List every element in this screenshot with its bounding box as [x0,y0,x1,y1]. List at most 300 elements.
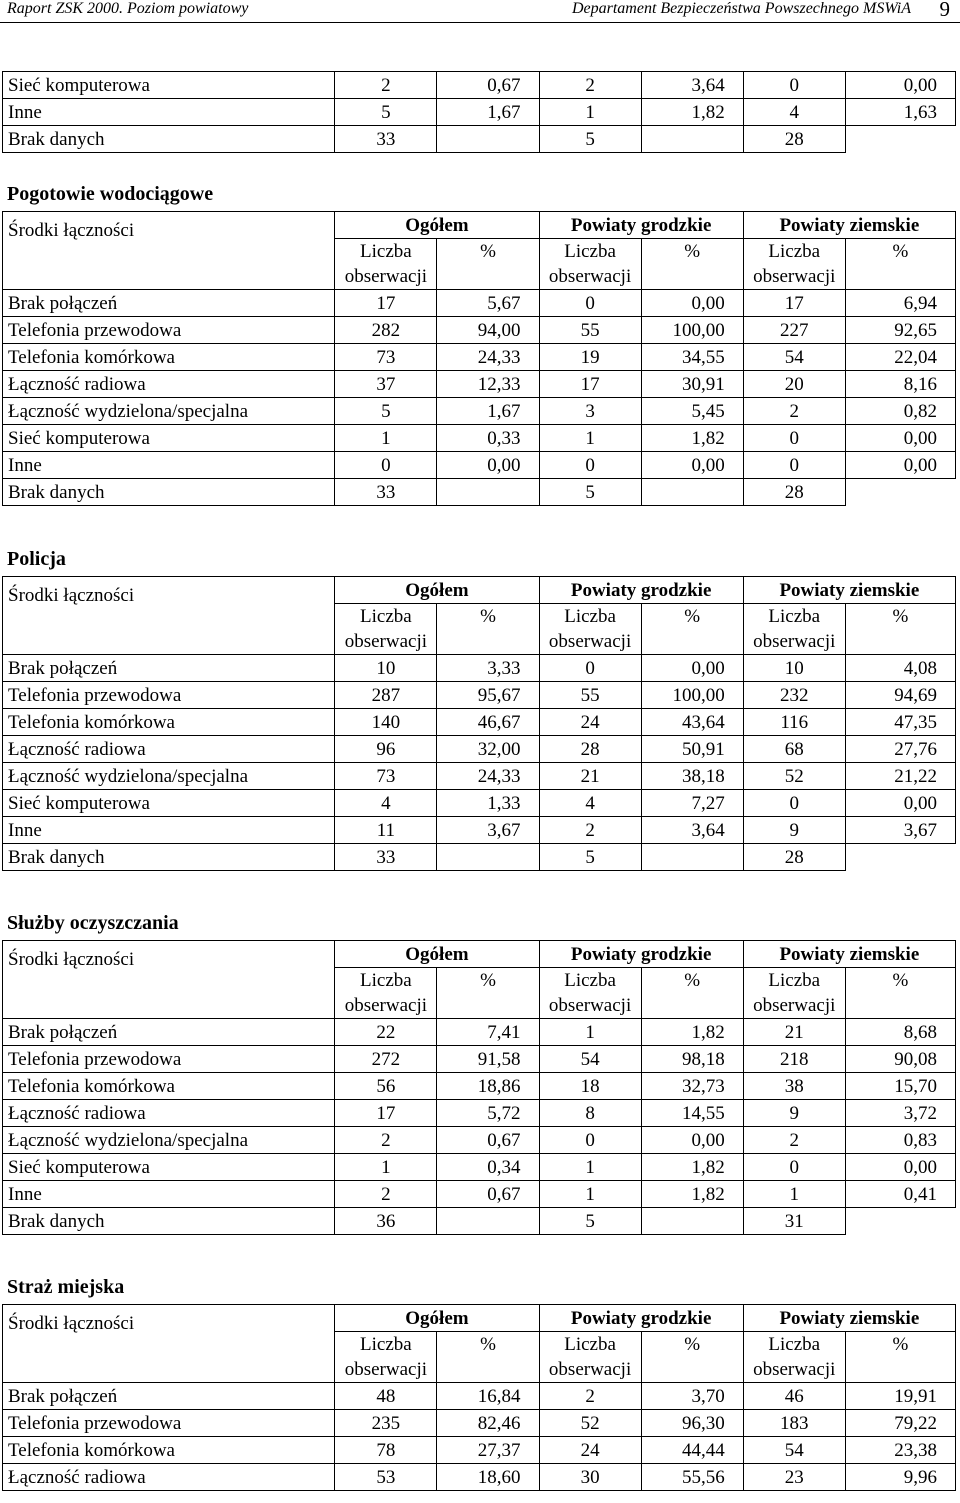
count-cell: 23 [743,1464,845,1491]
column-header-count [743,604,845,655]
count-cell: 5 [539,1208,641,1235]
percent-cell: 55,56 [641,1464,743,1491]
count-header-line1: Liczba [360,241,412,262]
section-table [2,1304,956,1491]
row-label: Telefonia przewodowa [3,1410,335,1437]
table-row [3,452,956,479]
count-cell: 2 [335,72,437,99]
table-row [3,682,956,709]
column-header-count [539,239,641,290]
continued-table [2,71,956,153]
percent-cell: 82,46 [437,1410,539,1437]
row-label: Łączność radiowa [3,736,335,763]
percent-cell: 8,16 [845,371,955,398]
count-cell: 227 [743,317,845,344]
column-header-percent: % [437,239,539,290]
table-row [3,1154,956,1181]
count-cell: 5 [539,844,641,871]
count-header-line1: Liczba [768,606,821,627]
count-cell: 2 [539,72,641,99]
column-header-label: Środki łączności [3,1305,335,1383]
count-cell: 73 [335,763,437,790]
count-cell: 11 [335,817,437,844]
row-label: Telefonia komórkowa [3,1437,335,1464]
column-header-percent: % [845,968,955,1019]
percent-cell: 30,91 [641,371,743,398]
table-row [3,1046,956,1073]
count-header-line1: Liczba [768,970,821,991]
row-label: Brak połączeń [3,1383,335,1410]
count-cell: 282 [335,317,437,344]
percent-cell: 92,65 [845,317,955,344]
percent-cell: 100,00 [641,682,743,709]
table-row [3,655,956,682]
section-table [2,211,956,506]
percent-cell [437,1208,539,1235]
column-header-percent: % [845,1332,955,1383]
count-cell: 1 [539,1154,641,1181]
column-header-percent: % [845,604,955,655]
count-cell: 56 [335,1073,437,1100]
count-cell: 0 [743,425,845,452]
table-row [3,1208,956,1235]
column-group-total: Ogółem [335,1305,539,1332]
percent-cell: 94,69 [845,682,955,709]
section-table [2,576,956,871]
percent-cell: 22,04 [845,344,955,371]
count-cell: 52 [539,1410,641,1437]
table-row [3,290,956,317]
row-label: Brak danych [3,479,335,506]
column-group-rural: Powiaty ziemskie [743,577,955,604]
column-header-percent: % [437,968,539,1019]
percent-cell: 0,00 [641,1127,743,1154]
table-row [3,398,956,425]
percent-cell: 5,45 [641,398,743,425]
table-row [3,790,956,817]
page-header [0,0,960,23]
count-header-line2: obserwacji [548,1359,632,1380]
percent-cell: 0,83 [845,1127,955,1154]
row-label: Telefonia komórkowa [3,1073,335,1100]
row-label: Inne [3,452,335,479]
row-label: Brak danych [3,126,335,153]
count-header-line2: obserwacji [753,995,836,1016]
count-cell: 53 [335,1464,437,1491]
count-header-line1: Liczba [360,606,412,627]
column-header-count [335,604,437,655]
column-group-urban: Powiaty grodzkie [539,1305,743,1332]
count-cell: 4 [335,790,437,817]
count-cell: 0 [743,72,845,99]
count-cell: 235 [335,1410,437,1437]
percent-cell [845,126,955,153]
count-cell: 2 [539,1383,641,1410]
percent-cell: 5,67 [437,290,539,317]
count-cell: 1 [539,99,641,126]
percent-cell: 1,33 [437,790,539,817]
percent-cell: 32,00 [437,736,539,763]
row-label: Łączność radiowa [3,371,335,398]
percent-cell: 3,33 [437,655,539,682]
column-header-count [335,1332,437,1383]
percent-cell [641,126,743,153]
count-cell: 287 [335,682,437,709]
percent-cell: 14,55 [641,1100,743,1127]
row-label: Łączność radiowa [3,1464,335,1491]
count-header-line2: obserwacji [548,995,632,1016]
percent-cell: 15,70 [845,1073,955,1100]
percent-cell: 0,00 [845,452,955,479]
count-cell: 3 [539,398,641,425]
row-label: Sieć komputerowa [3,72,335,99]
percent-cell: 100,00 [641,317,743,344]
count-cell: 0 [539,290,641,317]
percent-cell [641,844,743,871]
count-cell: 28 [743,126,845,153]
count-cell: 33 [335,844,437,871]
percent-cell: 8,68 [845,1019,955,1046]
table-row [3,425,956,452]
percent-cell: 4,08 [845,655,955,682]
count-cell: 232 [743,682,845,709]
count-cell: 54 [743,344,845,371]
count-header-line2: obserwacji [344,266,428,287]
column-header-percent: % [641,604,743,655]
percent-cell: 1,63 [845,99,955,126]
percent-cell: 0,00 [437,452,539,479]
table-row [3,1073,956,1100]
row-label: Inne [3,1181,335,1208]
row-label: Sieć komputerowa [3,1154,335,1181]
column-header-label: Środki łączności [3,212,335,290]
percent-cell: 1,82 [641,99,743,126]
count-cell: 38 [743,1073,845,1100]
count-cell: 5 [539,479,641,506]
count-header-line1: Liczba [564,241,616,262]
count-cell: 2 [335,1127,437,1154]
percent-cell: 18,86 [437,1073,539,1100]
count-cell: 22 [335,1019,437,1046]
count-cell: 18 [539,1073,641,1100]
table-row [3,1464,956,1491]
percent-cell: 0,00 [845,425,955,452]
column-group-rural: Powiaty ziemskie [743,1305,955,1332]
count-cell: 218 [743,1046,845,1073]
percent-cell: 32,73 [641,1073,743,1100]
column-group-urban: Powiaty grodzkie [539,577,743,604]
count-cell: 5 [335,398,437,425]
percent-cell: 34,55 [641,344,743,371]
count-cell: 4 [743,99,845,126]
row-label: Inne [3,99,335,126]
row-label: Łączność wydzielona/specjalna [3,763,335,790]
row-label: Brak połączeń [3,655,335,682]
column-group-urban: Powiaty grodzkie [539,212,743,239]
count-cell: 52 [743,763,845,790]
percent-cell: 19,91 [845,1383,955,1410]
column-group-rural: Powiaty ziemskie [743,941,955,968]
percent-cell: 24,33 [437,763,539,790]
percent-cell [845,1208,955,1235]
column-header-count [743,239,845,290]
percent-cell: 3,67 [437,817,539,844]
percent-cell: 3,64 [641,72,743,99]
percent-cell: 27,37 [437,1437,539,1464]
table-row [3,99,956,126]
count-header-line1: Liczba [360,1334,412,1355]
count-cell: 46 [743,1383,845,1410]
table-row [3,1100,956,1127]
count-header-line2: obserwacji [548,631,632,652]
count-cell: 116 [743,709,845,736]
percent-cell: 6,94 [845,290,955,317]
row-label: Inne [3,817,335,844]
table-row [3,1437,956,1464]
count-cell: 2 [335,1181,437,1208]
count-cell: 24 [539,1437,641,1464]
count-cell: 96 [335,736,437,763]
column-header-count [335,239,437,290]
count-cell: 2 [743,398,845,425]
count-cell: 55 [539,682,641,709]
percent-cell [437,126,539,153]
header-department: Departament Bezpieczeństwa Powszechnego MSWiA [571,0,911,17]
column-header-count [539,968,641,1019]
header-row-groups [3,1305,956,1332]
count-header-line2: obserwacji [753,1359,836,1380]
row-label: Telefonia komórkowa [3,709,335,736]
percent-cell: 1,67 [437,398,539,425]
column-header-count [743,968,845,1019]
percent-cell: 0,00 [845,72,955,99]
percent-cell: 95,67 [437,682,539,709]
header-report-title: Raport ZSK 2000. Poziom powiatowy [7,0,249,17]
percent-cell [641,1208,743,1235]
section-title: Straż miejska [7,1276,125,1298]
percent-cell: 43,64 [641,709,743,736]
section-title: Policja [7,548,66,570]
count-cell: 48 [335,1383,437,1410]
percent-cell: 0,41 [845,1181,955,1208]
percent-cell: 16,84 [437,1383,539,1410]
count-cell: 1 [743,1181,845,1208]
header-row-groups [3,941,956,968]
percent-cell: 79,22 [845,1410,955,1437]
count-header-line2: obserwacji [344,1359,428,1380]
section-title: Pogotowie wodociągowe [7,183,214,205]
count-header-line1: Liczba [360,970,412,991]
count-header-line1: Liczba [768,241,821,262]
count-cell: 73 [335,344,437,371]
percent-cell: 96,30 [641,1410,743,1437]
count-cell: 78 [335,1437,437,1464]
count-cell: 28 [743,844,845,871]
count-header-line2: obserwacji [344,995,428,1016]
percent-cell: 0,67 [437,72,539,99]
count-cell: 1 [539,1181,641,1208]
count-cell: 9 [743,1100,845,1127]
count-cell: 5 [539,126,641,153]
percent-cell: 98,18 [641,1046,743,1073]
row-label: Telefonia przewodowa [3,317,335,344]
row-label: Łączność wydzielona/specjalna [3,398,335,425]
section-title: Służby oczyszczania [7,912,179,934]
column-header-percent: % [641,239,743,290]
table-row [3,763,956,790]
row-label: Sieć komputerowa [3,425,335,452]
count-cell: 1 [335,1154,437,1181]
count-cell: 9 [743,817,845,844]
percent-cell: 5,72 [437,1100,539,1127]
percent-cell: 91,58 [437,1046,539,1073]
percent-cell: 0,82 [845,398,955,425]
column-header-percent: % [437,1332,539,1383]
row-label: Telefonia przewodowa [3,682,335,709]
row-label: Łączność radiowa [3,1100,335,1127]
column-header-count [539,604,641,655]
percent-cell: 0,00 [641,452,743,479]
count-cell: 2 [539,817,641,844]
count-cell: 10 [743,655,845,682]
percent-cell: 18,60 [437,1464,539,1491]
column-header-count [743,1332,845,1383]
percent-cell: 0,34 [437,1154,539,1181]
count-header-line1: Liczba [768,1334,821,1355]
percent-cell: 21,22 [845,763,955,790]
percent-cell: 24,33 [437,344,539,371]
column-header-percent: % [437,604,539,655]
table-row [3,317,956,344]
row-label: Telefonia przewodowa [3,1046,335,1073]
percent-cell: 90,08 [845,1046,955,1073]
percent-cell: 94,00 [437,317,539,344]
count-cell: 31 [743,1208,845,1235]
table-row [3,1383,956,1410]
count-cell: 0 [539,655,641,682]
percent-cell: 46,67 [437,709,539,736]
column-header-percent: % [845,239,955,290]
count-cell: 2 [743,1127,845,1154]
count-header-line2: obserwacji [548,266,632,287]
percent-cell: 0,00 [641,655,743,682]
row-label: Łączność wydzielona/specjalna [3,1127,335,1154]
count-cell: 24 [539,709,641,736]
count-cell: 0 [539,1127,641,1154]
count-header-line2: obserwacji [753,631,836,652]
column-header-count [335,968,437,1019]
table-row [3,126,956,153]
count-cell: 140 [335,709,437,736]
count-cell: 28 [743,479,845,506]
row-label: Brak połączeń [3,290,335,317]
count-cell: 19 [539,344,641,371]
row-label: Brak połączeń [3,1019,335,1046]
column-group-rural: Powiaty ziemskie [743,212,955,239]
row-label: Brak danych [3,844,335,871]
percent-cell: 50,91 [641,736,743,763]
count-cell: 20 [743,371,845,398]
column-header-label: Środki łączności [3,941,335,1019]
percent-cell: 1,82 [641,1154,743,1181]
table-row [3,1181,956,1208]
count-cell: 8 [539,1100,641,1127]
table-row [3,1410,956,1437]
count-cell: 55 [539,317,641,344]
percent-cell: 3,67 [845,817,955,844]
percent-cell: 38,18 [641,763,743,790]
table-row [3,709,956,736]
percent-cell: 1,82 [641,1181,743,1208]
column-group-total: Ogółem [335,577,539,604]
row-label: Brak danych [3,1208,335,1235]
count-cell: 0 [743,790,845,817]
percent-cell: 0,67 [437,1181,539,1208]
percent-cell: 1,82 [641,1019,743,1046]
column-header-count [539,1332,641,1383]
count-cell: 0 [743,1154,845,1181]
count-cell: 28 [539,736,641,763]
table-row [3,1019,956,1046]
count-cell: 21 [539,763,641,790]
header-row-groups [3,212,956,239]
count-cell: 0 [335,452,437,479]
percent-cell [437,844,539,871]
column-header-percent: % [641,968,743,1019]
percent-cell: 27,76 [845,736,955,763]
count-header-line1: Liczba [564,1334,616,1355]
column-header-percent: % [641,1332,743,1383]
column-group-total: Ogółem [335,941,539,968]
count-cell: 17 [335,290,437,317]
percent-cell: 1,67 [437,99,539,126]
percent-cell: 23,38 [845,1437,955,1464]
percent-cell: 0,00 [641,290,743,317]
count-cell: 4 [539,790,641,817]
table-row [3,817,956,844]
count-cell: 17 [335,1100,437,1127]
count-cell: 1 [335,425,437,452]
count-header-line1: Liczba [564,606,616,627]
table-row [3,72,956,99]
count-header-line2: obserwacji [344,631,428,652]
percent-cell: 3,70 [641,1383,743,1410]
count-cell: 68 [743,736,845,763]
count-cell: 17 [743,290,845,317]
count-cell: 1 [539,425,641,452]
count-cell: 10 [335,655,437,682]
count-cell: 54 [539,1046,641,1073]
count-cell: 183 [743,1410,845,1437]
count-cell: 5 [335,99,437,126]
table-row [3,736,956,763]
row-label: Sieć komputerowa [3,790,335,817]
percent-cell: 47,35 [845,709,955,736]
page-number: 9 [939,0,950,21]
count-cell: 17 [539,371,641,398]
count-cell: 272 [335,1046,437,1073]
percent-cell: 0,33 [437,425,539,452]
count-cell: 54 [743,1437,845,1464]
percent-cell: 0,00 [845,1154,955,1181]
count-cell: 36 [335,1208,437,1235]
count-cell: 33 [335,126,437,153]
section-table [2,940,956,1235]
table-row [3,844,956,871]
count-header-line2: obserwacji [753,266,836,287]
column-header-label: Środki łączności [3,577,335,655]
count-cell: 0 [743,452,845,479]
